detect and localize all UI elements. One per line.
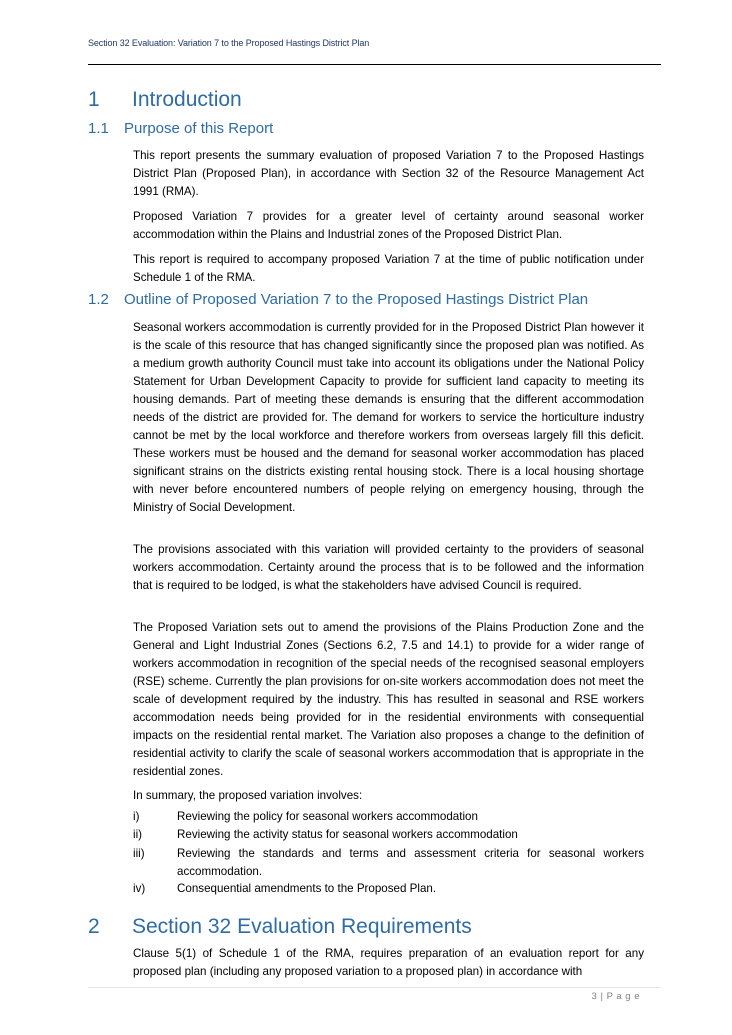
section-title: Section 32 Evaluation Requirements — [132, 915, 472, 938]
section-2-heading — [88, 915, 472, 939]
paragraph: This report is required to accompany proposed Variation 7 at the time of public notification under Schedule 1 of the RMA. — [133, 252, 644, 284]
header-divider — [88, 64, 661, 65]
list-item — [133, 808, 644, 826]
section-title: Introduction — [132, 88, 242, 111]
paragraph: Clause 5(1) of Schedule 1 of the RMA, requires preparation of an evaluation report for any proposed plan (including any proposed variation to a proposed plan) in accordance with — [133, 946, 644, 978]
subsection-number: 1.1 — [88, 120, 109, 137]
subsection-title: Purpose of this Report — [124, 120, 274, 137]
page-number: 3 — [591, 991, 598, 1002]
section-number: 2 — [88, 915, 100, 938]
list-marker: iv) — [133, 882, 146, 895]
page-footer — [592, 991, 640, 1002]
list-marker: i) — [133, 810, 140, 823]
paragraph: The Proposed Variation sets out to amend the provisions of the Plains Production Zone and the General and Light Industrial Zones (Sections 6.2, 7.5 and 14.1) to provide for a wider range of workers accommodation in recognition of the special needs of the recognised seasonal employers (RSE) scheme. Currently the plan provisions for on-site workers accommodation does not meet the scale of development required by the industry. This has resulted in seasonal and RSE workers accommodation needs being provided for in the residential environments with consequential impacts on the residential rental market. The Variation also proposes a change to the definition of residential activity to clarify the scale of seasonal workers accommodation that is appropriate in the residential zones. — [133, 620, 644, 778]
paragraph: The provisions associated with this variation will provided certainty to the providers of seasonal workers accommodation. Certainty around the process that is to be followed and the information that is required to be lodged, is what the stakeholders have advised Council is required. — [133, 542, 644, 592]
list-marker: iii) — [133, 847, 145, 860]
subsection-title: Outline of Proposed Variation 7 to the Proposed Hastings District Plan — [124, 291, 589, 308]
section-1-heading — [88, 88, 242, 112]
paragraph: Proposed Variation 7 provides for a greater level of certainty around seasonal worker accommodation within the Plains and Industrial zones of the Proposed District Plan. — [133, 209, 644, 241]
paragraph: Seasonal workers accommodation is currently provided for in the Proposed District Plan however it is the scale of this resource that has changed significantly since the proposed plan was notified. As a medium growth authority Council must take into account its obligations under the National Policy Statement for Urban Development Capacity to provide for sufficient land capacity to meeting its housing demands. Part of meeting these demands is ensuring that the different accommodation needs of the district are provided for. The demand for workers to service the horticulture industry cannot be met by the local workforce and therefore workers from overseas largely fill this deficit. These workers must be housed and the demand for seasonal worker accommodation has placed significant strains on the districts existing rental housing stock. There is a local housing shortage with never before encountered numbers of people relying on emergency housing, through the Ministry of Social Development. — [133, 320, 644, 514]
running-header: Section 32 Evaluation: Variation 7 to the Proposed Hastings District Plan — [88, 38, 370, 48]
list-item — [133, 845, 644, 881]
footer-divider — [88, 987, 661, 988]
list-text: Reviewing the policy for seasonal workers accommodation — [177, 810, 478, 823]
paragraph: In summary, the proposed variation involves: — [133, 788, 363, 802]
subsection-number: 1.2 — [88, 291, 109, 308]
paragraph: This report presents the summary evaluation of proposed Variation 7 to the Proposed Hastings District Plan (Proposed Plan), in accordance with Section 32 of the Resource Management Act 1991 (RMA). — [133, 148, 644, 198]
list-item — [133, 826, 644, 844]
list-marker: ii) — [133, 828, 143, 841]
list-item — [133, 880, 644, 898]
list-text: Reviewing the standards and terms and assessment criteria for seasonal workers accommodation. — [177, 847, 644, 878]
subsection-1-1-heading — [88, 120, 273, 137]
page-label: P a g e — [606, 991, 640, 1002]
section-number: 1 — [88, 88, 100, 111]
list-text: Reviewing the activity status for seasonal workers accommodation — [177, 828, 518, 841]
page-separator: | — [600, 991, 604, 1002]
list-text: Consequential amendments to the Proposed Plan. — [177, 882, 437, 895]
subsection-1-2-heading — [88, 291, 588, 308]
